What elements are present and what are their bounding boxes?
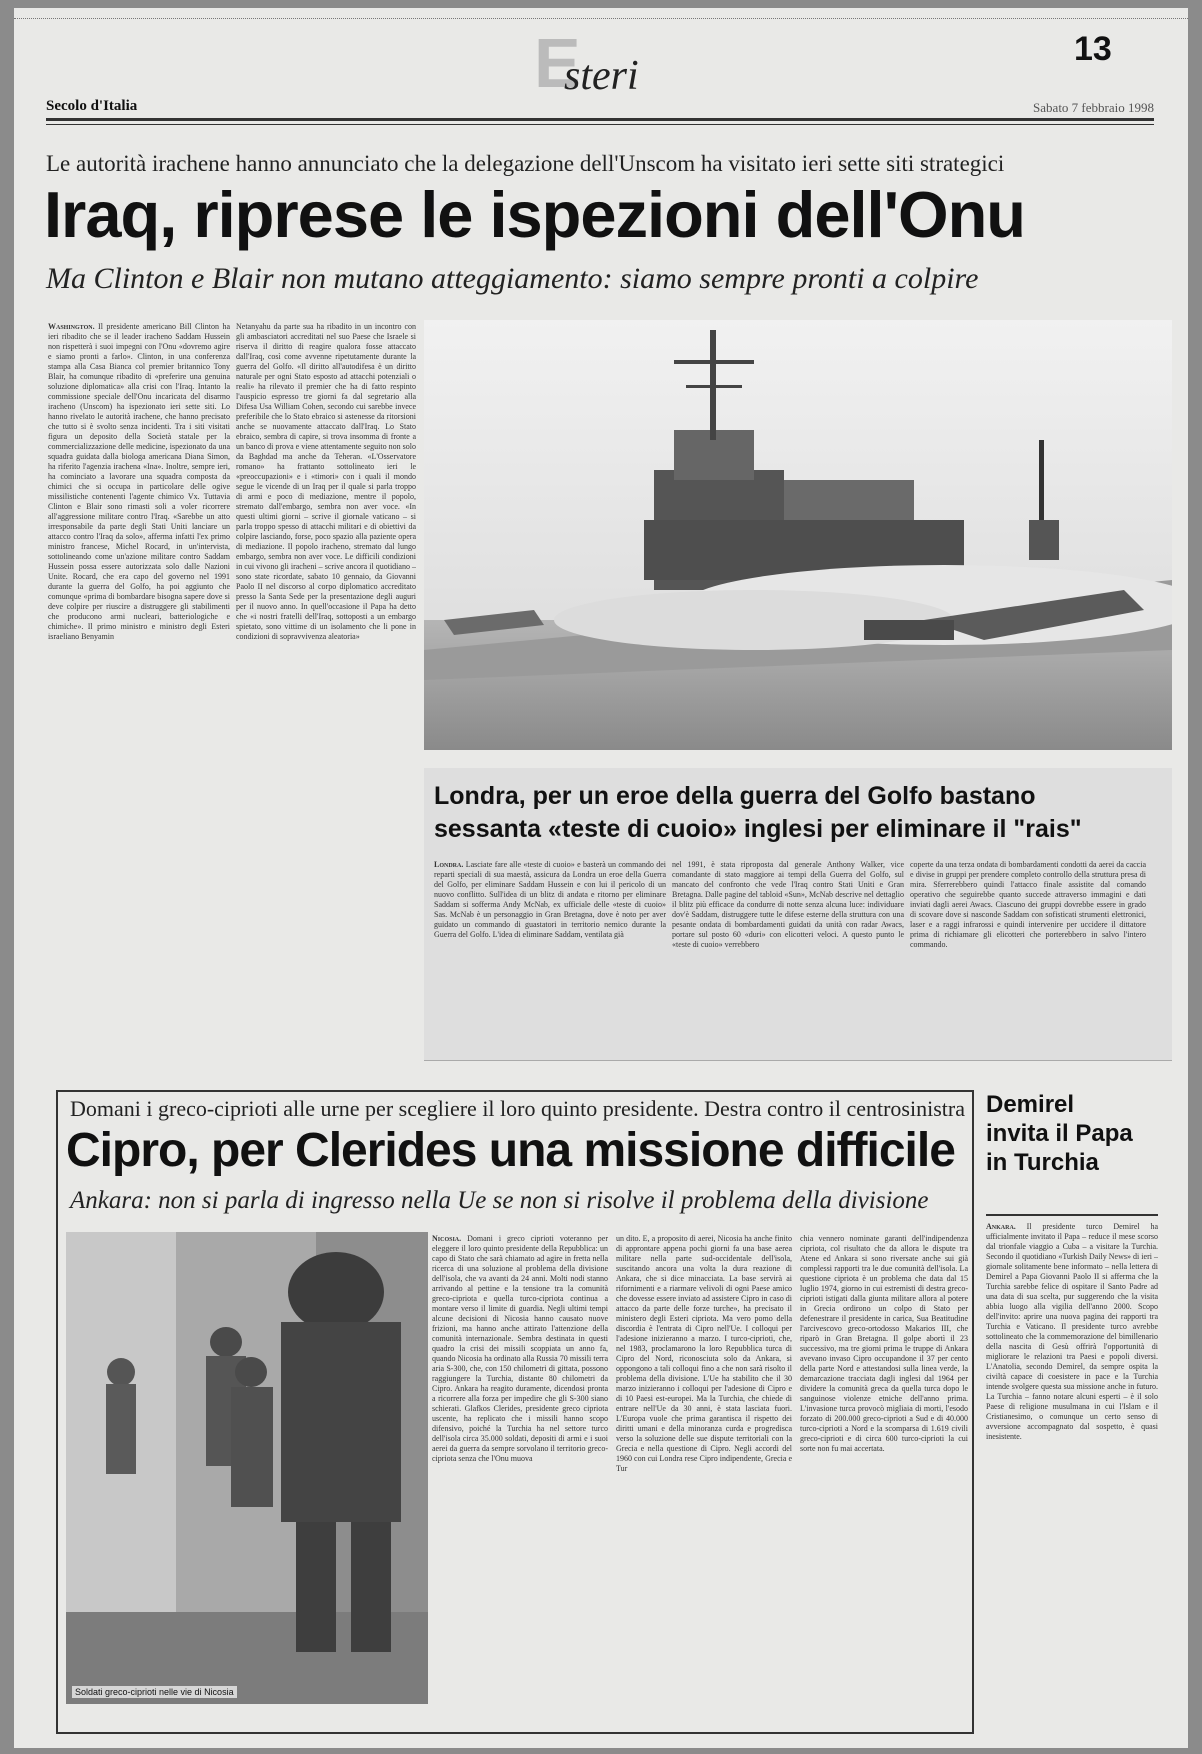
section-title: [534, 24, 734, 102]
story4-rule: [986, 1214, 1158, 1216]
newspaper-page: [14, 8, 1188, 1748]
story3-column-1: [432, 1234, 608, 1726]
aircraft-carrier-photo: [424, 320, 1172, 750]
page-number: 13: [1074, 30, 1112, 68]
story2-col3-text: coperte da una terza ondata di bombardamenti condotti da aerei da caccia e divise in gruppi per prendere completo controllo della struttura presa di mira. Sferrerebbero quindi l'attacco finale assistite dal comando operativo che seguirebbe quanto succede attraverso immagini e dati inviati dagli aerei Awacs. Ciascuno dei gruppi dovrebbe essere in grado di scovare dove si nasconde Saddam con sofisticati strumenti elettronici, laser e a raggi infrarossi e quindi intervenire per uccidere il dittatore prima di richiamare gli elicotteri che porterebbero in salvo l'intero commando.: [910, 860, 1146, 949]
story3-col3-text: chia vennero nominate garanti dell'indipendenza cipriota, col risultato che da allora le dispute tra Atene ed Ankara si sono riversate anche sui già complessi rapporti tra le due comunità dell'isola. La questione cipriota è un problema che data dal 15 luglio 1974, giorno in cui estremisti di destra greco-ciprioti istigati dalla giunta militare allora al potere in Grecia ordirono un colpo di Stato per defenestrare il presidente in carica, Sua Beatitudine l'arcivescovo greco-ortodosso Makarios III, che riparò in Gran Bretagna. Il golpe abortì il 23 successivo, ma tre giorni prima le truppe di Ankara avevano invaso Cipro occupandone il 37 per cento della parte Nord e attestandosi sulla linea verde, la demarcazione tracciata dagli inglesi dal 1964 per dividere la comunità greca da quella turca dopo le sanguinose violenze etniche dell'anno prima. L'invasione turca provocò migliaia di morti, l'esodo forzato di 200.000 greco-ciprioti a Sud e di 40.000 turco-ciprioti a Nord e la scomparsa di 1.619 civili greco-ciprioti e di circa 600 turco-ciprioti la cui sorte non fu mai accertata.: [800, 1234, 968, 1453]
story3-column-3: [800, 1234, 968, 1726]
story1-headline: Iraq, riprese le ispezioni dell'Onu: [44, 178, 1026, 251]
story2-col2-text: nel 1991, è stata riproposta dal generale Anthony Walker, vice comandante di stato maggiore ai tempi della Guerra del Golfo, sul mancato del confronto che vede l'Iraq contro Stati Uniti e Gran Bretagna. Dalle pagine del tabloid «Sun», McNab descrive nel dettaglio il blitz più efficace da condurre di notte senza alcuna luce: individuare dov'è Saddam, distruggere tutte le difese esterne della struttura con una pesante ondata di bombardamenti guidati da unità con radar Awacs, portare sul posto 60 «duri» con elicotteri veloci. A questo punto le «teste di cuoio» verrebbero: [672, 860, 904, 949]
story1-col1-text: Il presidente americano Bill Clinton ha ieri ribadito che se il leader iracheno Saddam Hussein non rispetterà i suoi impegni con l'Onu «dovremo agire e siamo pronti a farlo». Clinton, in una conferenza stampa alla Casa Bianca col premier britannico Tony Blair, ha comunque ribadito di «preferire una genuina soluzione diplomatica» alla crisi con l'Iraq. Intanto la commissione speciale dell'Onu incaricata del disarmo iracheno (Unscom) ha ispezionato ieri sette siti. Lo hanno rivelato le autorità irachene, che hanno precisato che tutto si è svolto senza incidenti. Tra i siti visitati figura un deposito della Società statale per la commercializzazione delle medicine, ispezionato da una squadra guidata dalla biologa americana Diana Simon, ha riferito l'agenzia irachena «Ina». Inoltre, sempre ieri, ha cominciato a lavorare una squadra composta da chimici che si occupa in particolare delle ogive missilistiche contenenti l'agente chimico Vx. Tuttavia Clinton e Blair sono rimasti soli a voler ricorrere all'aggressione militare contro l'Iraq. «Sarebbe un atto irresponsabile da parte degli Stati Uniti lanciare un attacco contro l'Iraq da solo», afferma infatti l'ex primo ministro francese, Michel Rocard, in un'intervista, sottolineando come un'azione militare contro Saddam Hussein possa essere autorizzata solo dalle Nazioni Unite. Rocard, che era capo del governo nel 1991 durante la guerra del Golfo, ha poi aggiunto che comunque «prima di bombardare bisogna sapere dove si deve colpire per riuscire a distruggere gli stabilimenti che producono armi nucleari, batteriologiche e chimiche». Il primo ministro e ministro degli Esteri israeliano Benyamin: [48, 322, 230, 641]
story2-column-3: [910, 860, 1146, 1052]
story3-subhead: Ankara: non si parla di ingresso nella Ue se non si risolve il problema della divisione: [70, 1187, 929, 1214]
story2-column-2: [672, 860, 904, 1052]
story4-headline: Demirel invita il Papa in Turchia: [986, 1091, 1133, 1176]
story1-subhead: Ma Clinton e Blair non mutano atteggiamento: siamo sempre pronti a colpire: [46, 262, 979, 295]
story3-kicker: Domani i greco-ciprioti alle urne per scegliere il loro quinto presidente. Destra contro il centrosinistra: [70, 1096, 965, 1121]
masthead-rule: [46, 118, 1154, 121]
masthead-rule-thin: [46, 124, 1154, 125]
story1-col2-text: Netanyahu da parte sua ha ribadito in un incontro con gli ambasciatori accreditati nel suo Paese che Israele si riserva il diritto di reagire qualora fosse attaccato dall'Iraq, così come avvenne ripetutamente durante la guerra del Golfo. «Il diritto all'autodifesa è un diritto naturale per ogni Stato esposto ad attacchi potenziali o reali» ha rilevato il premier che ha di fatto respinto l'auspicio espresso tre giorni fa dal segretario alla Difesa Usa William Cohen, secondo cui sarebbe invece preferibile che lo Stato ebraico si astenesse da ritorsioni anche se nuovamente attaccato dall'Iraq. Lo Stato ebraico, sembra di capire, si trova insomma di fronte a un banco di prova e viene attentamente seguito non solo da Baghdad ma anche da Teheran. «L'Osservatore romano» ha frattanto sottolineato ieri le «preoccupazioni» e i «timori» con i quali il mondo segue le vicende di un Iraq per il quale si parla troppo di armi e poco di mediazione, mentre il popolo, stremato dall'embargo, sembra non aver voce. «In questi ultimi giorni – scrive il giornale vaticano – si parla troppo spesso di attacchi militari e di obiettivi da colpire lasciando, forse, poco spazio alla paziente opera di mediazione. Il popolo iracheno, stremato dal lungo embargo, sembra non aver voce. Le difficili condizioni in cui vivono gli iracheni – scrive ancora il quotidiano – sono state ricordate, sabato 10 gennaio, da Giovanni Paolo II nel discorso al corpo diplomatico accreditato presso la Santa Sede per la presentazione degli auguri per il nuovo anno. In quell'occasione il Papa ha detto che «i nostri fratelli dell'Iraq, sottoposti a un embargo spietato, sono vittime di un isolamento che li pone in condizioni di sopravvivenza aleatoria»: [236, 322, 416, 641]
story2-column-1: [434, 860, 666, 1052]
story3-headline: Cipro, per Clerides una missione difficile: [66, 1124, 955, 1177]
story4-body: [986, 1222, 1158, 1732]
top-dotted-rule: [14, 18, 1188, 19]
story3-column-2: [616, 1234, 792, 1726]
paper-name: Secolo d'Italia: [46, 98, 138, 114]
story1-column-1: [48, 322, 230, 1058]
story1-column-2: [236, 322, 416, 1058]
story4-body-text: Il presidente turco Demirel ha ufficialmente invitato il Papa – reduce il mese scorso dal trionfale viaggio a Cuba – a visitare la Turchia. Secondo il quotidiano «Turkish Daily News» di ieri – giornale solitamente bene informato – nella lettera di Demirel a Papa Giovanni Paolo II si afferma che la Turchia sarebbe felice di ospitare il Santo Padre ad una data di sua scelta, pur suggerendo che la visita abbia luogo alla vigilia dell'anno 2000. Scopo dell'invito: aprire una nuova pagina dei rapporti tra Turchia e Vaticano. Il presidente turco avrebbe sottolineato che la commemorazione del bimillenario della nascita di Gesù offrirà l'opportunità di migliorare le relazioni tra Paesi e popoli diversi. L'Anatolia, secondo Demirel, da sempre ospita la civiltà capace di coesistere in pace e la Turchia intende svolgere questa sua missione anche in futuro. La Turchia – fanno notare alcuni esperti – è il solo Paese di religione musulmana in cui l'Islam e il Cristianesimo, o comunque un certo senso di avversione accompagnato dal sospetto, è quasi inesistente.: [986, 1222, 1158, 1441]
story2-col1-text: Lasciate fare alle «teste di cuoio» e basterà un commando dei reparti speciali di sua maestà, assicura da Londra un eroe della Guerra del Golfo, per eliminare Saddam Hussein e con lui il pericolo di un nuovo conflitto. Sull'idea di un blitz di andata e ritorno per eliminare Saddam si sofferma Andy McNab, ex ufficiale delle «teste di cuoio» Sas. McNab è un personaggio in Gran Bretagna, dove è noto per aver guidato un commando di guastatori in territorio nemico durante la Guerra del Golfo. L'idea di eliminare Saddam, ventilata già: [434, 860, 666, 939]
story1-dateline: Washington.: [48, 322, 95, 331]
story3-dateline: Nicosia.: [432, 1234, 462, 1243]
soldiers-illustration: [66, 1232, 428, 1704]
story1-kicker: Le autorità irachene hanno annunciato che la delegazione dell'Unscom ha visitato ieri sette siti strategici: [46, 151, 1005, 176]
story3-col1-text: Domani i greco ciprioti voteranno per eleggere il loro quinto presidente della Repubblica: un capo di Stato che sarà chiamato ad agire in fretta nella ricerca di una soluzione al problema della divisione dell'isola, che va avanti da 24 anni. Molti nodi stanno arrivando al pettine e la tensione tra la comunità greco-cipriota e quella turco-cipriota continua a montare verso il limite di guardia. Negli ultimi tempi alcune decisioni di Nicosia hanno causato nuove frizioni, ma hanno anche attirato l'attenzione della comunità internazionale. Sembra destinata in questi quadro la crisi dei missili scoppiata un anno fa, quando Nicosia ha ordinato alla Russia 70 missili terra aria S-300, che, con 150 chilometri di gittata, possono raggiungere la Turchia, distante 80 chilometri da Cipro. Ankara ha reagito duramente, dicendosi pronta a ricorrere alla forza per impedire che gli S-300 siano schierati. Glafkos Clerides, presidente greco cipriota uscente, ha replicato che i missili hanno scopo difensivo, poiché la Turchia ha nel settore turco dell'isola circa 35.000 soldati, depositi di armi e i suoi aerei da guerra da sempre sorvolano il territorio greco-cipriota senza che l'Onu muova: [432, 1234, 608, 1463]
section-rest: steri: [564, 53, 639, 99]
issue-date: Sabato 7 febbraio 1998: [1033, 100, 1154, 115]
aircraft-carrier-illustration: [424, 320, 1172, 750]
story4-dateline: Ankara.: [986, 1222, 1016, 1231]
story3-col2-text: un dito. E, a proposito di aerei, Nicosia ha anche finito di approntare appena pochi giorni fa una base aerea militare nella parte sud-occidentale dell'isola, suscitando ancora una volta la dura reazione di Ankara, che si dice minacciata. La base servirà ai rifornimenti e a riarmare velivoli di ogni Paese amico che dovesse essere inviato ad assistere Cipro in caso di attacco da parte delle forze turche», ha precisato il ministero degli Esteri cipriota. Ma vero pomo della discordia è l'entrata di Cipro nell'Ue. I colloqui per l'adesione inizieranno a marzo. I turco-ciprioti, che, nel 1983, proclamarono la loro Repubblica turca di Cipro del Nord, riconosciuta solo da Ankara, si oppongono a tali colloqui fino a che non sarà risolto il problema della divisione. L'Ue ha stabilito che il 30 marzo inizieranno i colloqui per l'adesione di Cipro e di 10 Paesi est-europei. Ma la Turchia, che chiede di entrare nell'Ue da 30 anni, è stata lasciata fuori. L'Europa vuole che prima garantisca il rispetto dei diritti umani e della minoranza curda e progredisca verso la soluzione delle sue dispute territoriali con la Grecia e nella questione di Cipro. Negli accordi del 1960 con cui Londra rese Cipro indipendente, Grecia e Tur: [616, 1234, 792, 1473]
soldiers-photo-caption: Soldati greco-ciprioti nelle vie di Nicosia: [72, 1686, 237, 1698]
soldiers-photo: [66, 1232, 428, 1704]
section-initial: E: [534, 24, 581, 102]
story2-headline: Londra, per un eroe della guerra del Golfo bastano sessanta «teste di cuoio» inglesi per eliminare il "rais": [434, 782, 1082, 843]
story2-dateline: Londra.: [434, 860, 464, 869]
